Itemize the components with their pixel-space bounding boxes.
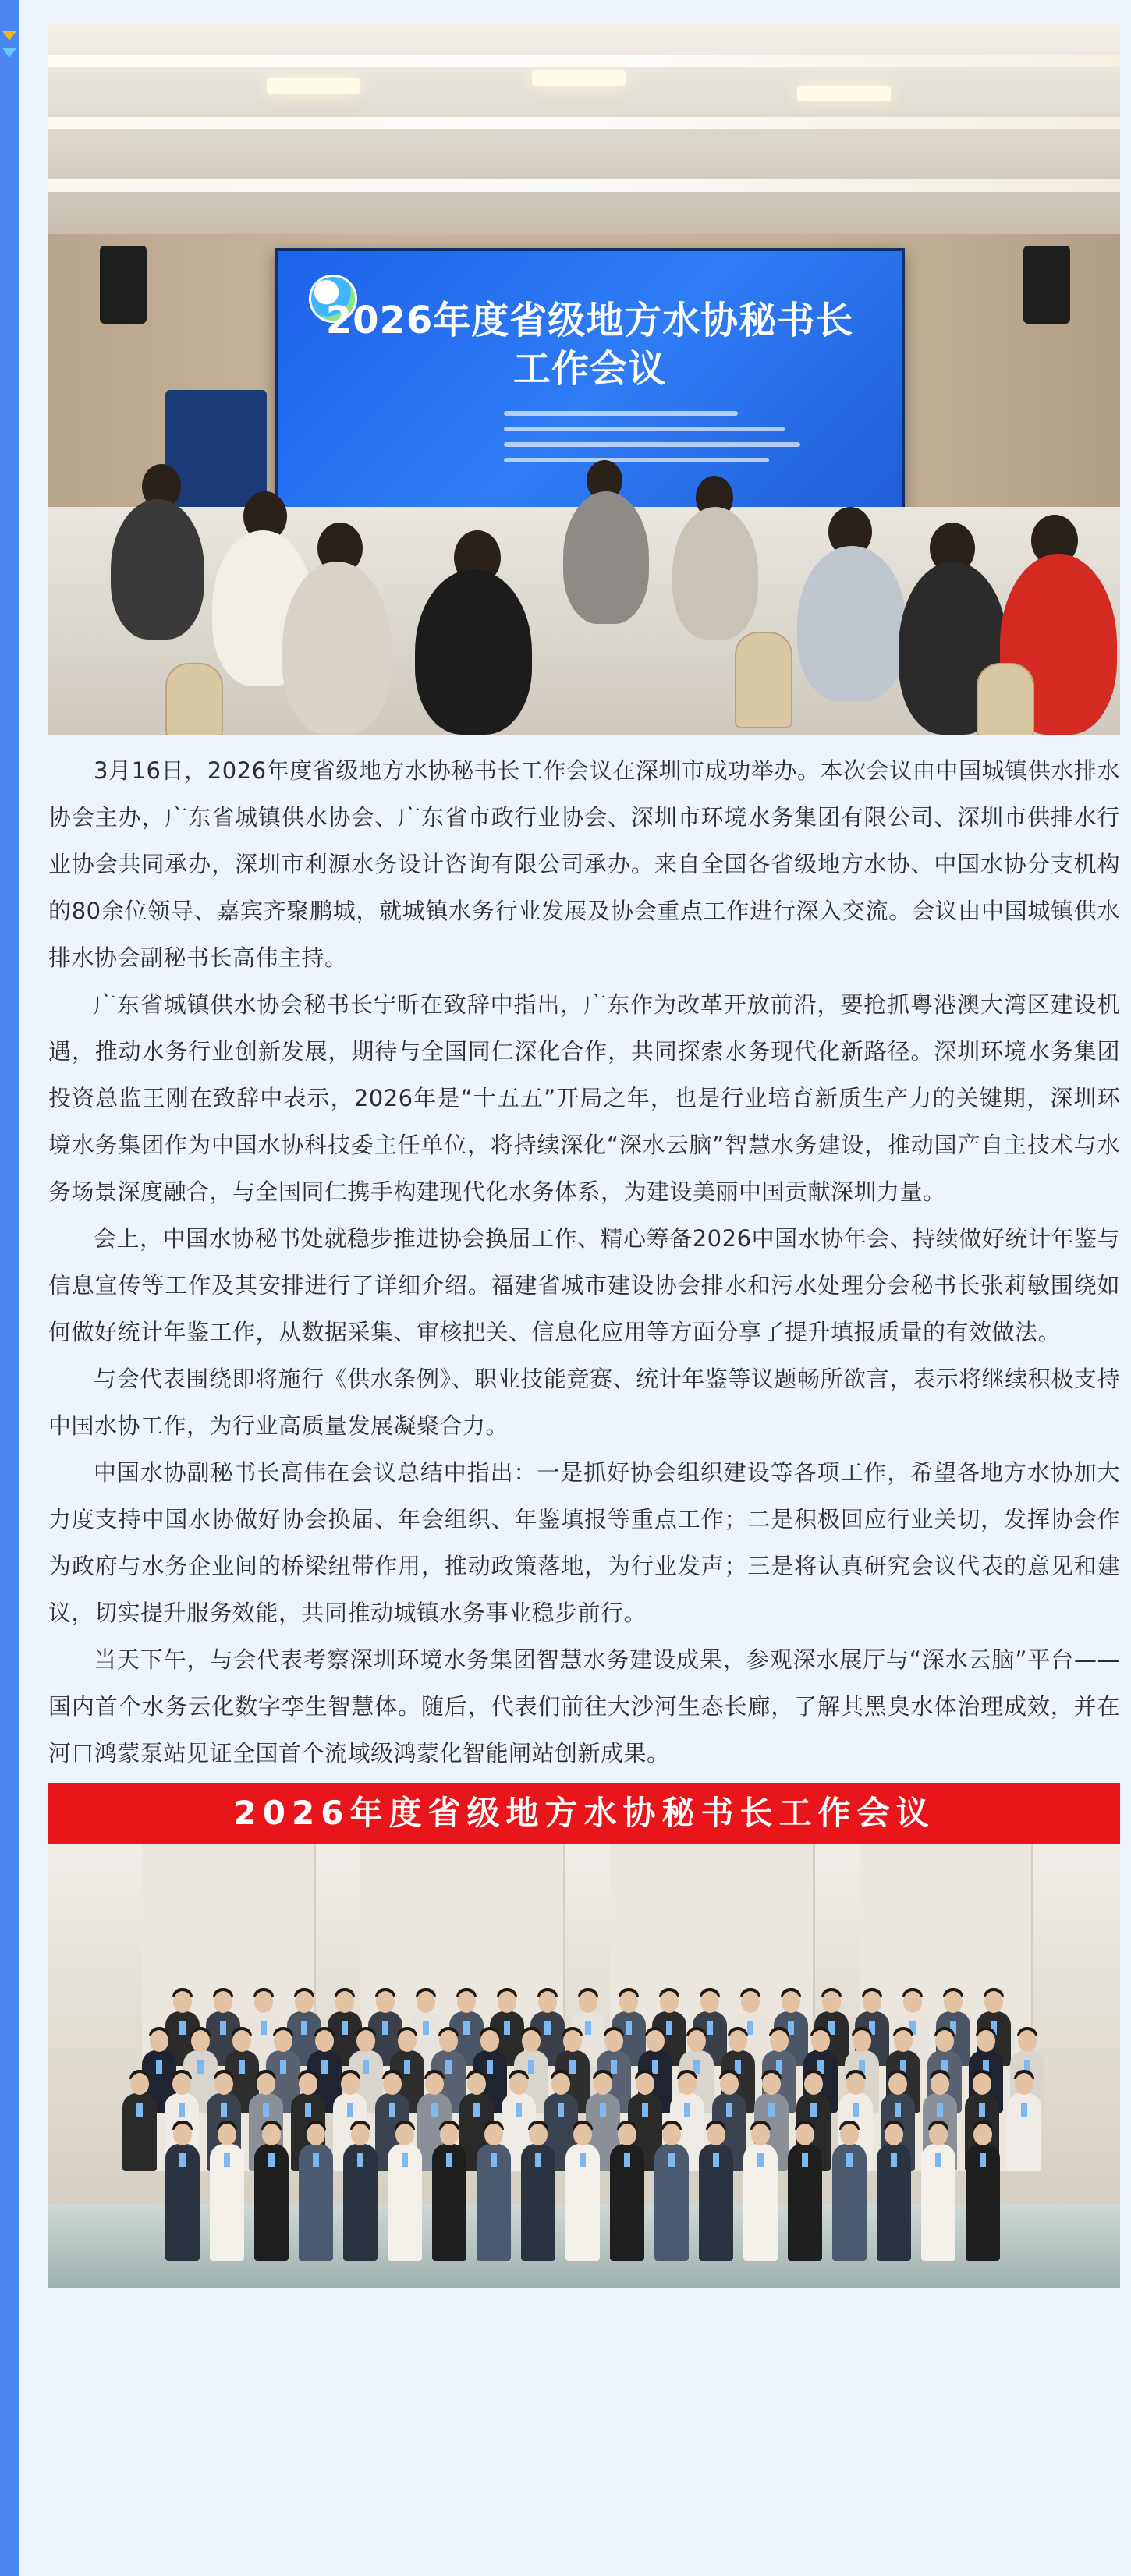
screen-text-line	[504, 411, 738, 416]
article-paragraph: 与会代表围绕即将施行《供水条例》、职业技能竞赛、统计年鉴等议题畅所欲言，表示将继续积极支持中国水协工作，为行业高质量发展凝聚合力。	[48, 1366, 1120, 1439]
article-paragraph: 当天下午，与会代表考察深圳环境水务集团智慧水务建设成果，参观深水展厅与“深水云脑”平台——国内首个水务云化数字孪生智慧体。随后，代表们前往大沙河生态长廊，了解其黑臭水体治理成效，并在河口鸿蒙泵站见证全国首个流域级鸿蒙化智能闸站创新成果。	[48, 1646, 1120, 1766]
group-member	[877, 2144, 911, 2261]
group-member	[566, 2144, 600, 2261]
group-member	[477, 2144, 511, 2261]
screen-title-line: 2026年度省级地方水协秘书长	[325, 299, 854, 342]
chair	[735, 632, 792, 728]
arrow-down-icon	[2, 48, 16, 58]
group-member	[254, 2144, 289, 2261]
article-paragraph: 3月16日，2026年度省级地方水协秘书长工作会议在深圳市成功举办。本次会议由中国城镇供水排水协会主办，广东省城镇供水协会、广东省市政行业协会、深圳市环境水务集团有限公司、深圳市供排水行业协会共同承办，深圳市利源水务设计咨询有限公司承办。来自全国各省级地方水协、中国水协分支机构的80余位领导、嘉宾齐聚鹏城，就城镇水务行业发展及协会重点工作进行深入交流。会议由中国城镇供水排水协会副秘书长高伟主持。	[48, 757, 1120, 971]
screen-title	[278, 296, 902, 393]
group-member	[122, 2093, 157, 2171]
group-member	[299, 2144, 333, 2261]
ceiling-light	[267, 78, 360, 94]
attendee	[111, 499, 204, 640]
conference-photo	[48, 23, 1120, 735]
group-member	[388, 2144, 422, 2261]
screen-text-line	[504, 458, 769, 462]
group-member	[743, 2144, 778, 2261]
group-photo	[48, 1783, 1120, 2288]
left-accent-bar	[0, 0, 19, 2576]
meeting-banner: 2026年度省级地方水协秘书长工作会议	[48, 1783, 1120, 1844]
group-member	[521, 2144, 555, 2261]
attendee	[282, 562, 392, 735]
article-paragraph: 广东省城镇供水协会秘书长宁昕在致辞中指出，广东作为改革开放前沿，要抢抓粤港澳大湾区建设机遇，推动水务行业创新发展，期待与全国同仁深化合作，共同探索水务现代化新路径。深圳环境水务集团投资总监王刚在致辞中表示，2026年是“十五五”开局之年，也是行业培育新质生产力的关键期，深圳环境水务集团作为中国水协科技委主任单位，将持续深化“深水云脑”智慧水务建设，推动国产自主技术与水务场景深度融合，与全国同仁携手构建现代化水务体系，为建设美丽中国贡献深圳力量。	[48, 991, 1120, 1205]
ceiling-trim	[48, 179, 1120, 192]
attendee	[672, 507, 758, 640]
attendee	[415, 569, 532, 735]
group-member	[654, 2144, 689, 2261]
group-member	[343, 2144, 378, 2261]
group-member	[165, 2144, 200, 2261]
screen-text-line	[504, 442, 800, 447]
speaker	[1023, 246, 1070, 324]
chair	[165, 663, 223, 735]
group-member	[966, 2144, 1000, 2261]
group-member	[699, 2144, 733, 2261]
group-member	[788, 2144, 822, 2261]
article-body	[48, 735, 1120, 1777]
screen-title-line: 工作会议	[512, 347, 666, 391]
group-member	[210, 2144, 244, 2261]
article-paragraph: 会上，中国水协秘书处就稳步推进协会换届工作、精心筹备2026中国水协年会、持续做好统计年鉴与信息宣传等工作及其安排进行了详细介绍。福建省城市建设协会排水和污水处理分会秘书长张莉敏围绕如何做好统计年鉴工作，从数据采集、审核把关、信息化应用等方面分享了提升填报质量的有效做法。	[48, 1225, 1120, 1345]
group-member	[921, 2144, 956, 2261]
ceiling-light	[797, 86, 891, 101]
group-member	[610, 2144, 644, 2261]
speaker	[100, 246, 147, 324]
attendee	[797, 546, 906, 702]
attendee	[563, 491, 649, 624]
arrow-down-icon	[2, 31, 16, 41]
group-member	[432, 2144, 466, 2261]
chair	[977, 663, 1034, 735]
group-member	[832, 2144, 867, 2261]
ceiling-light	[532, 70, 626, 86]
ceiling-trim	[48, 55, 1120, 67]
group-member	[1007, 2093, 1041, 2171]
article-content	[48, 23, 1120, 2288]
screen-text-line	[504, 427, 785, 431]
ceiling-trim	[48, 117, 1120, 129]
article-paragraph: 中国水协副秘书长高伟在会议总结中指出：一是抓好协会组织建设等各项工作，希望各地方水协加大力度支持中国水协做好协会换届、年会组织、年鉴填报等重点工作；二是积极回应行业关切，发挥协会作为政府与水务企业间的桥梁纽带作用，推动政策落地，为行业发声；三是将认真研究会议代表的意见和建议，切实提升服务效能，共同推动城镇水务事业稳步前行。	[48, 1459, 1120, 1626]
